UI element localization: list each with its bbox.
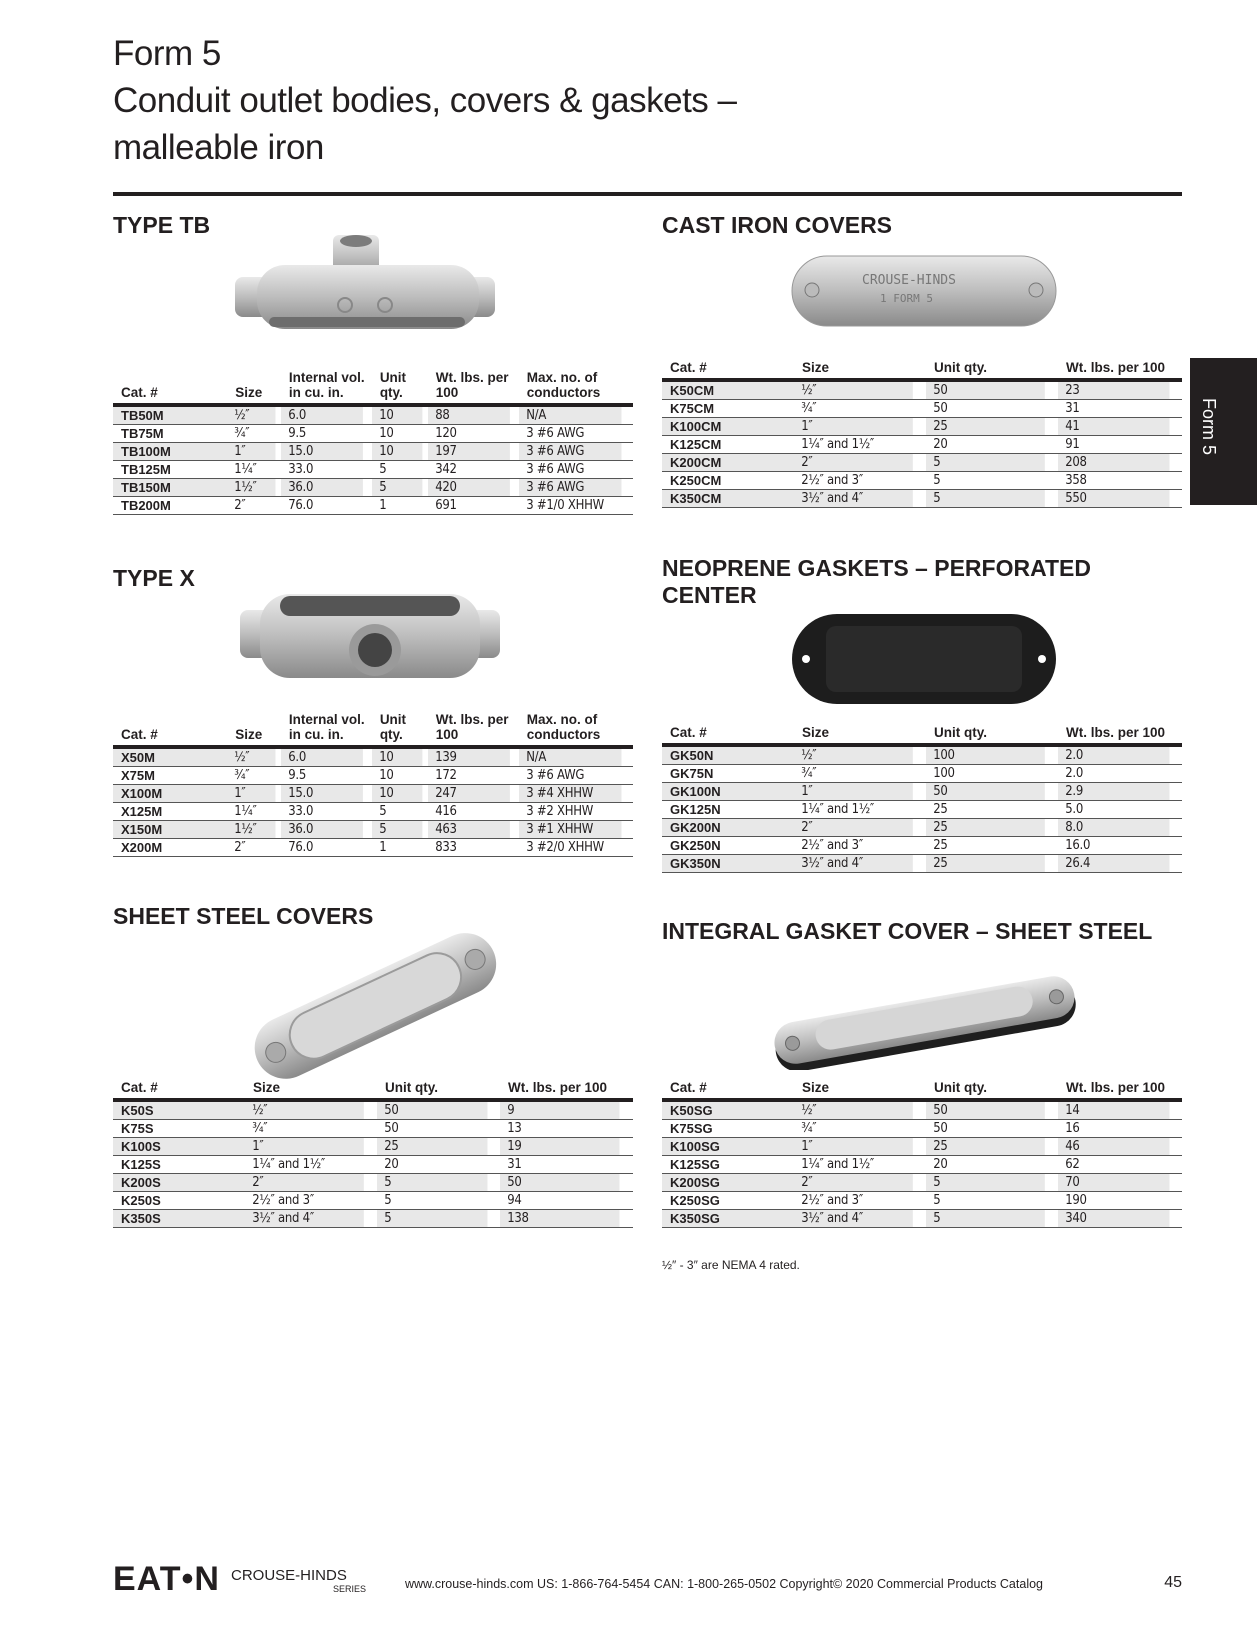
table-row <box>662 855 1182 873</box>
table-cell: 5 <box>926 472 1045 490</box>
table-row <box>113 747 633 767</box>
table-cell: 3 #6 AWG <box>519 461 622 479</box>
catalog-number: K200S <box>113 1174 245 1192</box>
catalog-number: K125S <box>113 1156 245 1174</box>
table-row <box>662 801 1182 819</box>
table-cell: 10 <box>372 785 422 803</box>
table-row <box>113 767 633 785</box>
table-cell: ¾″ <box>227 425 275 443</box>
table-cell: 25 <box>926 819 1045 837</box>
col-header: Max. no. of conductors <box>519 712 633 747</box>
table-row <box>113 425 633 443</box>
table-cell: ½″ <box>794 745 913 765</box>
table-cell: 2.9 <box>1058 783 1170 801</box>
section-title-type-x: TYPE X <box>113 565 195 591</box>
catalog-number: X125M <box>113 803 227 821</box>
table-cell: 1 <box>372 839 422 857</box>
table-row <box>662 765 1182 783</box>
col-header: Wt. lbs. per 100 <box>428 712 519 747</box>
table-cell: 1″ <box>227 443 275 461</box>
page-number: 45 <box>1164 1574 1182 1591</box>
table-row <box>662 1192 1182 1210</box>
table-row <box>662 490 1182 508</box>
catalog-number: TB100M <box>113 443 227 461</box>
catalog-number: GK125N <box>662 801 794 819</box>
table-cell: 3 #4 XHHW <box>519 785 622 803</box>
col-header: Wt. lbs. per 100 <box>500 1080 633 1100</box>
table-cell: 25 <box>926 801 1045 819</box>
table-cell: 36.0 <box>281 821 363 839</box>
section-neoprene <box>662 555 1091 609</box>
col-header: Internal vol. in cu. in. <box>281 712 372 747</box>
catalog-number: GK100N <box>662 783 794 801</box>
table-cell: 2″ <box>794 1174 913 1192</box>
table-cell: 1½″ <box>227 821 275 839</box>
col-header: Unit qty. <box>926 725 1058 745</box>
table-cell: 16 <box>1058 1120 1170 1138</box>
catalog-number: GK75N <box>662 765 794 783</box>
integral-table <box>662 1080 1182 1228</box>
table-cell: 94 <box>500 1192 620 1210</box>
table-cell: 25 <box>926 855 1045 873</box>
catalog-number: K75CM <box>662 400 794 418</box>
table-cell: 50 <box>926 380 1045 400</box>
col-header: Cat. # <box>662 360 794 380</box>
table-cell: 9.5 <box>281 425 363 443</box>
table-cell: 10 <box>372 747 422 767</box>
table-row <box>662 819 1182 837</box>
table-cell: ½″ <box>794 1100 913 1120</box>
table-cell: 100 <box>926 745 1045 765</box>
table-cell: 1¼″ and 1½″ <box>794 436 913 454</box>
table-cell: 19 <box>500 1138 620 1156</box>
col-header: Wt. lbs. per 100 <box>1058 360 1182 380</box>
col-header: Unit qty. <box>926 360 1058 380</box>
table-cell: 2.0 <box>1058 765 1170 783</box>
table-cell: 26.4 <box>1058 855 1170 873</box>
table-cell: ½″ <box>227 405 275 425</box>
table-cell: 1″ <box>794 1138 913 1156</box>
catalog-number: K250SG <box>662 1192 794 1210</box>
catalog-number: X75M <box>113 767 227 785</box>
table-cell: 691 <box>428 497 510 515</box>
table-cell: 76.0 <box>281 839 363 857</box>
side-tab[interactable] <box>1190 358 1257 505</box>
type-x-image <box>240 590 520 700</box>
table-cell: 3½″ and 4″ <box>794 1210 913 1228</box>
table-cell: 1″ <box>227 785 275 803</box>
table-row <box>113 1120 633 1138</box>
table-cell: 172 <box>428 767 510 785</box>
table-cell: 6.0 <box>281 747 363 767</box>
table-row <box>113 839 633 857</box>
section-title-integral: INTEGRAL GASKET COVER – SHEET STEEL <box>662 918 1153 944</box>
brand-series: SERIES <box>333 1584 367 1594</box>
catalog-number: GK200N <box>662 819 794 837</box>
table-cell: ¾″ <box>794 765 913 783</box>
section-title-type-tb: TYPE TB <box>113 212 211 238</box>
cast-iron-imprint-2: 1 FORM 5 <box>880 292 933 305</box>
table-cell: 62 <box>1058 1156 1170 1174</box>
table-cell: 2″ <box>245 1174 364 1192</box>
table-cell: 20 <box>926 1156 1045 1174</box>
table-cell: 2½″ and 3″ <box>794 472 913 490</box>
table-row <box>662 436 1182 454</box>
table-cell: 2.0 <box>1058 745 1170 765</box>
table-row <box>662 1100 1182 1120</box>
table-cell: 5 <box>372 479 422 497</box>
catalog-number: X100M <box>113 785 227 803</box>
table-cell: 2½″ and 3″ <box>245 1192 364 1210</box>
side-tab-label: Form 5 <box>1199 398 1219 456</box>
table-cell: 2½″ and 3″ <box>794 1192 913 1210</box>
catalog-number: TB200M <box>113 497 227 515</box>
section-type-x <box>113 565 195 592</box>
table-row <box>113 1138 633 1156</box>
footer-contact: www.crouse-hinds.com US: 1-866-764-5454 CAN: 1-800-265-0502 Copyright© 2020 Commercial Products Catalog <box>405 1577 1043 1591</box>
table-row <box>113 497 633 515</box>
table-row <box>113 461 633 479</box>
table-cell: 3 #6 AWG <box>519 767 622 785</box>
table-cell: 5 <box>926 1192 1045 1210</box>
table-cell: 5 <box>377 1192 488 1210</box>
table-cell: 25 <box>377 1138 488 1156</box>
col-header: Size <box>794 725 926 745</box>
catalog-number: K100S <box>113 1138 245 1156</box>
eaton-logo: EAT•N <box>113 1560 220 1598</box>
catalog-number: K125CM <box>662 436 794 454</box>
section-title-sheet-steel: SHEET STEEL COVERS <box>113 903 374 929</box>
type-x-table <box>113 712 633 857</box>
type-tb-table <box>113 370 633 515</box>
table-cell: 416 <box>428 803 510 821</box>
table-cell: 41 <box>1058 418 1170 436</box>
table-cell: 20 <box>377 1156 488 1174</box>
table-cell: 1 <box>372 497 422 515</box>
col-header: Max. no. of conductors <box>519 370 633 405</box>
table-cell: 50 <box>926 783 1045 801</box>
catalog-number: X150M <box>113 821 227 839</box>
table-cell: 3½″ and 4″ <box>245 1210 364 1228</box>
catalog-number: K100SG <box>662 1138 794 1156</box>
table-cell: 100 <box>926 765 1045 783</box>
catalog-number: TB125M <box>113 461 227 479</box>
table-cell: 5 <box>372 821 422 839</box>
table-cell: 342 <box>428 461 510 479</box>
table-row <box>113 479 633 497</box>
catalog-number: GK350N <box>662 855 794 873</box>
catalog-number: K350CM <box>662 490 794 508</box>
table-cell: 190 <box>1058 1192 1170 1210</box>
table-row <box>662 1174 1182 1192</box>
catalog-number: TB75M <box>113 425 227 443</box>
table-cell: 139 <box>428 747 510 767</box>
table-row <box>113 1210 633 1228</box>
catalog-number: K350SG <box>662 1210 794 1228</box>
section-title-cast-iron: CAST IRON COVERS <box>662 212 893 238</box>
catalog-number: K100CM <box>662 418 794 436</box>
table-cell: 5 <box>372 461 422 479</box>
title-line-1: Form 5 <box>113 34 221 73</box>
table-cell: 1½″ <box>227 479 275 497</box>
cast-iron-imprint-1: CROUSE-HINDS <box>862 273 956 288</box>
table-cell: 1¼″ and 1½″ <box>794 801 913 819</box>
table-cell: 1¼″ and 1½″ <box>794 1156 913 1174</box>
table-row <box>662 472 1182 490</box>
table-cell: 2″ <box>794 454 913 472</box>
col-header: Unit qty. <box>372 712 428 747</box>
table-cell: 10 <box>372 443 422 461</box>
section-title-neoprene-1: NEOPRENE GASKETS – PERFORATED <box>662 555 1091 581</box>
table-row <box>113 405 633 425</box>
table-cell: 1″ <box>245 1138 364 1156</box>
table-row <box>662 1210 1182 1228</box>
table-row <box>113 1192 633 1210</box>
table-cell: 5 <box>926 1210 1045 1228</box>
table-cell: N/A <box>519 747 622 767</box>
col-header: Size <box>794 360 926 380</box>
neoprene-table <box>662 725 1182 873</box>
footer <box>113 1560 1182 1600</box>
brand-name: CROUSE-HINDS <box>231 1567 347 1584</box>
table-cell: 5 <box>377 1210 488 1228</box>
catalog-number: K75S <box>113 1120 245 1138</box>
table-cell: 550 <box>1058 490 1170 508</box>
table-cell: 120 <box>428 425 510 443</box>
table-cell: 463 <box>428 821 510 839</box>
col-header: Unit qty. <box>372 370 428 405</box>
table-cell: 247 <box>428 785 510 803</box>
type-tb-image <box>235 235 515 345</box>
table-cell: 358 <box>1058 472 1170 490</box>
table-cell: 3 #6 AWG <box>519 443 622 461</box>
sheet-steel-table <box>113 1080 633 1228</box>
table-cell: 2″ <box>227 497 275 515</box>
table-cell: 1¼″ <box>227 803 275 821</box>
table-cell: ½″ <box>227 747 275 767</box>
table-cell: 5 <box>926 454 1045 472</box>
table-row <box>113 1100 633 1120</box>
table-cell: 13 <box>500 1120 620 1138</box>
header-rule <box>113 192 1182 196</box>
table-cell: 1¼″ and 1½″ <box>245 1156 364 1174</box>
table-row <box>662 1138 1182 1156</box>
nema-note: ½″ - 3″ are NEMA 4 rated. <box>662 1258 800 1272</box>
table-cell: ¾″ <box>227 767 275 785</box>
table-cell: 50 <box>926 1100 1045 1120</box>
catalog-number: K50SG <box>662 1100 794 1120</box>
catalog-number: K250S <box>113 1192 245 1210</box>
table-cell: 5 <box>372 803 422 821</box>
table-cell: 25 <box>926 837 1045 855</box>
table-cell: 50 <box>926 400 1045 418</box>
cast-iron-table <box>662 360 1182 508</box>
table-cell: 31 <box>500 1156 620 1174</box>
section-title-neoprene-2: CENTER <box>662 582 757 608</box>
table-row <box>113 1156 633 1174</box>
catalog-number: K50S <box>113 1100 245 1120</box>
catalog-number: K200CM <box>662 454 794 472</box>
table-row <box>662 1120 1182 1138</box>
section-sheet-steel <box>113 903 373 930</box>
title-line-3: malleable iron <box>113 128 324 167</box>
table-cell: 1″ <box>794 418 913 436</box>
integral-gasket-cover-image <box>765 975 1085 1070</box>
table-cell: 25 <box>926 418 1045 436</box>
cast-iron-cover-image <box>790 252 1060 332</box>
table-row <box>662 380 1182 400</box>
table-cell: 10 <box>372 405 422 425</box>
table-cell: 3½″ and 4″ <box>794 490 913 508</box>
catalog-number: TB150M <box>113 479 227 497</box>
table-cell: 2″ <box>794 819 913 837</box>
table-cell: 197 <box>428 443 510 461</box>
table-cell: 6.0 <box>281 405 363 425</box>
table-cell: 25 <box>926 1138 1045 1156</box>
table-cell: 50 <box>377 1100 488 1120</box>
table-cell: 5 <box>926 1174 1045 1192</box>
table-row <box>662 745 1182 765</box>
table-row <box>662 837 1182 855</box>
col-header: Cat. # <box>662 1080 794 1100</box>
neoprene-gasket-image <box>790 612 1060 708</box>
table-cell: ¾″ <box>245 1120 364 1138</box>
table-cell: 2½″ and 3″ <box>794 837 913 855</box>
table-row <box>662 400 1182 418</box>
table-cell: 10 <box>372 425 422 443</box>
col-header: Size <box>245 1080 377 1100</box>
table-cell: 14 <box>1058 1100 1170 1120</box>
table-cell: 10 <box>372 767 422 785</box>
table-row <box>113 1174 633 1192</box>
catalog-number: K200SG <box>662 1174 794 1192</box>
col-header: Cat. # <box>113 712 227 747</box>
table-cell: 340 <box>1058 1210 1170 1228</box>
section-type-tb <box>113 212 210 239</box>
section-integral <box>662 918 1152 945</box>
table-cell: 3 #6 AWG <box>519 479 622 497</box>
col-header: Cat. # <box>113 370 227 405</box>
table-cell: 33.0 <box>281 461 363 479</box>
table-cell: 91 <box>1058 436 1170 454</box>
table-cell: 1¼″ <box>227 461 275 479</box>
col-header: Size <box>794 1080 926 1100</box>
table-cell: 15.0 <box>281 785 363 803</box>
table-row <box>662 454 1182 472</box>
col-header: Internal vol. in cu. in. <box>281 370 372 405</box>
table-cell: 833 <box>428 839 510 857</box>
catalog-number: K125SG <box>662 1156 794 1174</box>
page-title <box>113 30 736 171</box>
catalog-number: TB50M <box>113 405 227 425</box>
col-header: Cat. # <box>662 725 794 745</box>
table-cell: 3½″ and 4″ <box>794 855 913 873</box>
catalog-number: K75SG <box>662 1120 794 1138</box>
title-line-2: Conduit outlet bodies, covers & gaskets – <box>113 81 737 120</box>
catalog-number: X50M <box>113 747 227 767</box>
table-cell: 9 <box>500 1100 620 1120</box>
table-cell: 3 #2/0 XHHW <box>519 839 622 857</box>
table-cell: 5.0 <box>1058 801 1170 819</box>
col-header: Cat. # <box>113 1080 245 1100</box>
col-header: Unit qty. <box>377 1080 500 1100</box>
table-row <box>662 1156 1182 1174</box>
section-cast-iron <box>662 212 892 239</box>
table-cell: 36.0 <box>281 479 363 497</box>
table-row <box>113 821 633 839</box>
table-cell: 16.0 <box>1058 837 1170 855</box>
table-cell: 2″ <box>227 839 275 857</box>
table-cell: 5 <box>377 1174 488 1192</box>
table-cell: 50 <box>500 1174 620 1192</box>
catalog-number: GK50N <box>662 745 794 765</box>
table-cell: 50 <box>377 1120 488 1138</box>
table-row <box>113 785 633 803</box>
table-cell: 20 <box>926 436 1045 454</box>
col-header: Wt. lbs. per 100 <box>1058 725 1182 745</box>
table-cell: 3 #1/0 XHHW <box>519 497 622 515</box>
table-cell: 15.0 <box>281 443 363 461</box>
table-cell: 8.0 <box>1058 819 1170 837</box>
table-cell: ¾″ <box>794 400 913 418</box>
table-cell: 23 <box>1058 380 1170 400</box>
table-cell: 46 <box>1058 1138 1170 1156</box>
catalog-number: K350S <box>113 1210 245 1228</box>
col-header: Size <box>227 712 281 747</box>
table-cell: 70 <box>1058 1174 1170 1192</box>
table-cell: 3 #2 XHHW <box>519 803 622 821</box>
table-cell: ½″ <box>794 380 913 400</box>
table-row <box>662 783 1182 801</box>
col-header: Unit qty. <box>926 1080 1058 1100</box>
table-cell: 138 <box>500 1210 620 1228</box>
col-header: Size <box>227 370 281 405</box>
catalog-number: GK250N <box>662 837 794 855</box>
table-cell: ½″ <box>245 1100 364 1120</box>
table-cell: 88 <box>428 405 510 425</box>
table-cell: 420 <box>428 479 510 497</box>
col-header: Wt. lbs. per 100 <box>428 370 519 405</box>
table-cell: 76.0 <box>281 497 363 515</box>
table-cell: 5 <box>926 490 1045 508</box>
catalog-number: K250CM <box>662 472 794 490</box>
table-cell: 208 <box>1058 454 1170 472</box>
catalog-number: K50CM <box>662 380 794 400</box>
table-cell: 1″ <box>794 783 913 801</box>
table-row <box>113 803 633 821</box>
table-row <box>662 418 1182 436</box>
sheet-steel-cover-image <box>235 930 515 1080</box>
table-cell: ¾″ <box>794 1120 913 1138</box>
table-cell: 50 <box>926 1120 1045 1138</box>
col-header: Wt. lbs. per 100 <box>1058 1080 1182 1100</box>
catalog-number: X200M <box>113 839 227 857</box>
table-cell: 3 #6 AWG <box>519 425 622 443</box>
table-cell: 9.5 <box>281 767 363 785</box>
table-row <box>113 443 633 461</box>
table-cell: 3 #1 XHHW <box>519 821 622 839</box>
table-cell: N/A <box>519 405 622 425</box>
table-cell: 31 <box>1058 400 1170 418</box>
table-cell: 33.0 <box>281 803 363 821</box>
